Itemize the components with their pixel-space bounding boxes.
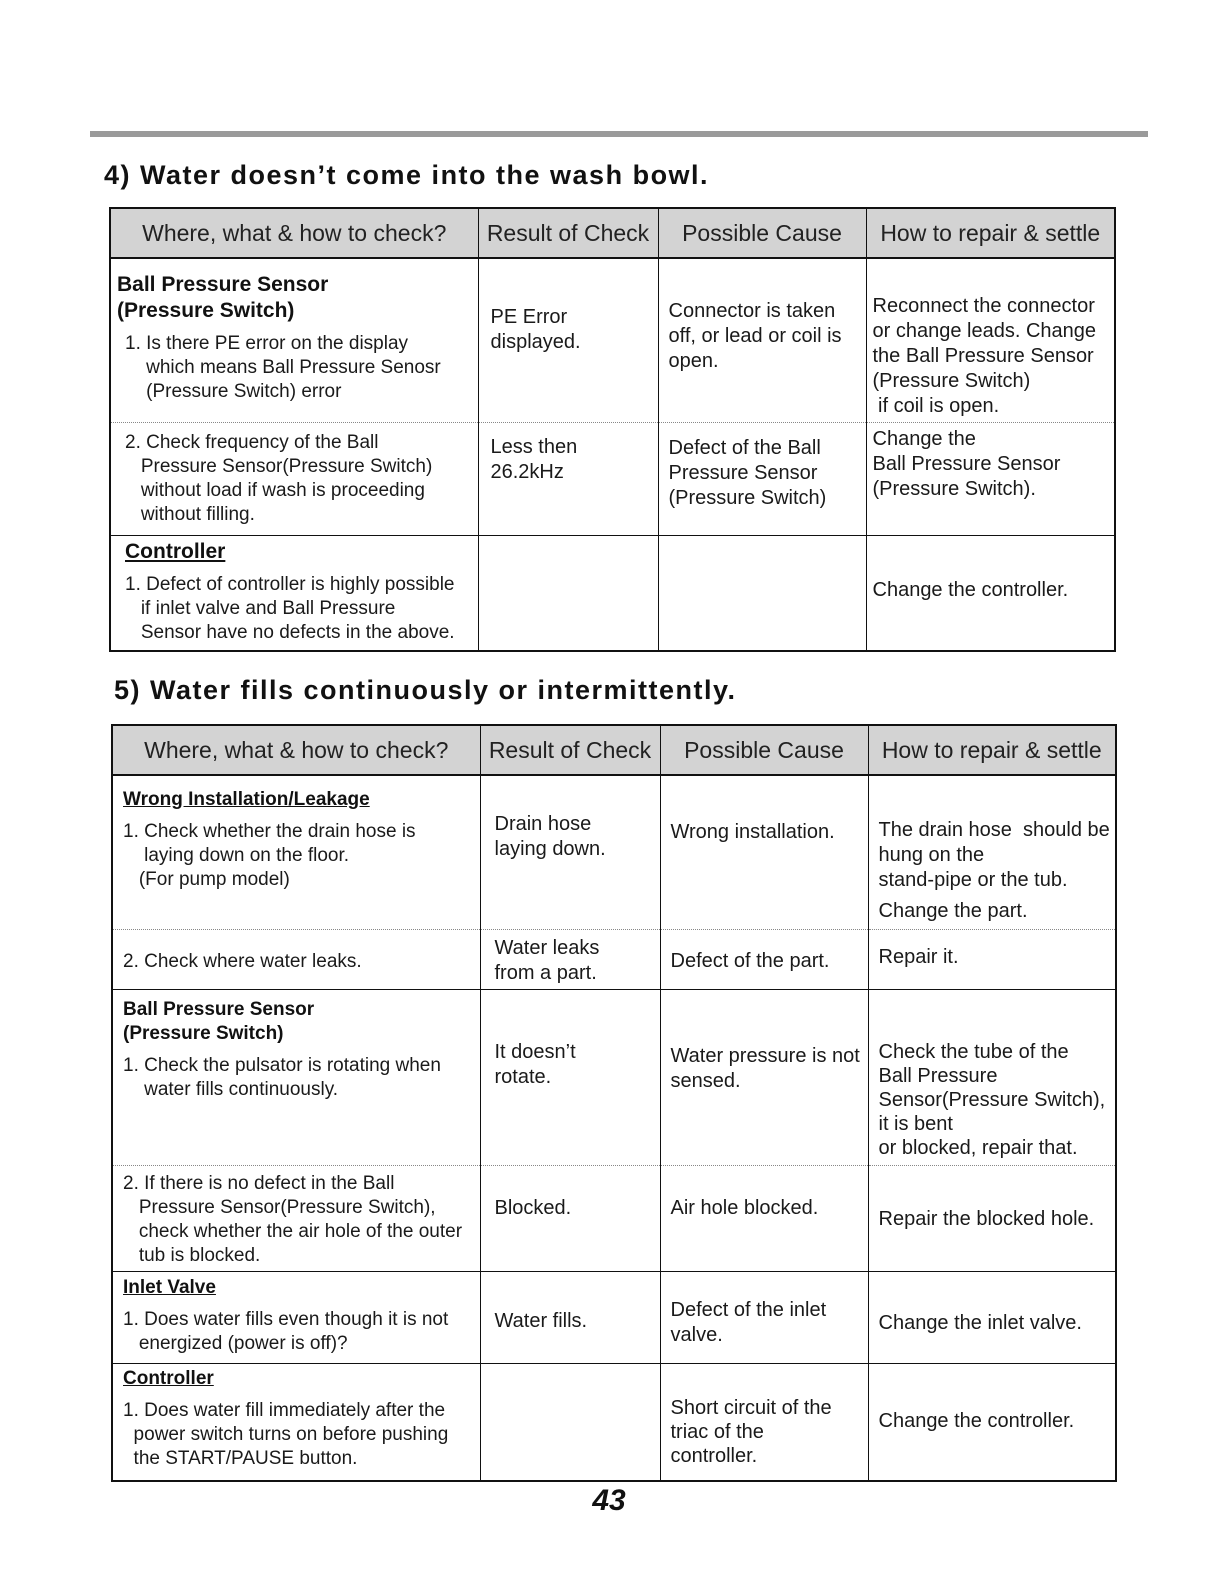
cause-cell [658,535,866,651]
cause-text: Defect of the inlet valve. [670,1298,827,1346]
check-cell [112,1363,480,1481]
check-cell [112,929,480,989]
cause-text: Defect of the part. [670,949,830,972]
repair-cell [868,1363,1116,1481]
row-heading: Inlet Valve [123,1276,216,1298]
result-cell [480,1363,660,1481]
cause-cell [658,422,866,535]
table-row [110,422,1115,535]
page-number: 43 [592,1484,626,1517]
repair-cell [866,258,1115,422]
table-row [112,989,1116,1165]
row-heading: Ball Pressure Sensor (Pressure Switch) [117,273,329,322]
check-step: 1. Does water fills even though it is not energized (power is off)? [123,1308,449,1354]
result-cell [478,422,658,535]
result-text: Water leaks from a part. [494,936,600,984]
check-cell [110,535,478,651]
check-step: 1. Check whether the drain hose is laying down on the floor. (For pump model) [123,821,416,890]
check-step: 2. If there is no defect in the Ball Pressure Sensor(Pressure Switch), check whether the air hole of the outer tub is blocked. [123,1172,463,1266]
cause-cell [658,258,866,422]
header-check: Where, what & how to check? [110,208,478,258]
cause-text: Connector is taken off, or lead or coil is open. [668,300,842,372]
row-heading: Ball Pressure Sensor (Pressure Switch) [123,998,315,1044]
header-cause: Possible Cause [660,725,868,775]
row-heading: Wrong Installation/Leakage [123,789,370,810]
repair-text-secondary: Change the part. [878,900,1028,922]
cause-cell [660,1165,868,1271]
cause-cell [660,1363,868,1481]
result-text: Water fills. [494,1309,588,1332]
row-heading: Controller [125,539,226,563]
cause-text: Wrong installation. [670,821,835,843]
check-cell [112,775,480,929]
table-row [112,1165,1116,1271]
check-step: 1. Defect of controller is highly possible if inlet valve and Ball Pressure Sensor have no defects in the above. [125,573,455,643]
header-cause: Possible Cause [658,208,866,258]
repair-text: Change the controller. [878,1409,1075,1432]
check-step: 2. Check frequency of the Ball Pressure Sensor(Pressure Switch) without load if wash is proceeding without filling. [125,431,433,525]
table-row [110,258,1115,422]
table-header-row [112,725,1116,775]
result-cell [480,775,660,929]
check-step: 1. Is there PE error on the display which means Ball Pressure Senosr (Pressure Switch) error [125,333,441,402]
repair-text: Repair it. [878,945,959,968]
cause-cell [660,989,868,1165]
repair-text: Repair the blocked hole. [878,1207,1095,1230]
check-cell [112,1165,480,1271]
repair-cell [868,1165,1116,1271]
repair-cell [868,775,1116,929]
repair-text: Reconnect the connector or change leads. Change the Ball Pressure Sensor (Pressure Switch) if coil is open. [872,295,1096,417]
table-header-row [110,208,1115,258]
result-text: It doesn’t rotate. [494,1040,576,1088]
header-repair: How to repair & settle [868,725,1116,775]
repair-text: The drain hose should be hung on the stand-pipe or the tub. [878,819,1110,891]
table-row [112,1363,1116,1481]
repair-text: Check the tube of the Ball Pressure Sensor(Pressure Switch), it is bent or blocked, repair that. [878,1040,1106,1159]
check-step: 1. Does water fill immediately after the power switch turns on before pushing the START/PAUSE button. [123,1399,449,1469]
result-text: Less then 26.2kHz [490,435,578,483]
section4-title: 4) Water doesn’t come into the wash bowl. [104,160,710,190]
repair-cell [868,989,1116,1165]
result-text: PE Error displayed. [490,306,581,353]
section5-table [111,724,1117,1482]
cause-cell [660,1271,868,1363]
repair-text: Change the inlet valve. [878,1311,1082,1334]
header-check: Where, what & how to check? [112,725,480,775]
result-cell [478,258,658,422]
cause-text: Air hole blocked. [670,1196,819,1219]
header-result: Result of Check [480,725,660,775]
cause-cell [660,929,868,989]
cause-cell [660,775,868,929]
table-row [112,775,1116,929]
table-row [112,1271,1116,1363]
repair-text: Change the controller. [872,578,1069,601]
result-cell [480,1271,660,1363]
cause-text: Short circuit of the triac of the controller. [670,1396,832,1467]
cause-text: Water pressure is not sensed. [670,1044,860,1092]
check-step: 1. Check the pulsator is rotating when water fills continuously. [123,1054,441,1100]
table-row [112,929,1116,989]
row-heading: Controller [123,1367,214,1389]
check-cell [112,1271,480,1363]
result-text: Drain hose laying down. [494,813,606,860]
check-cell [112,989,480,1165]
header-repair: How to repair & settle [866,208,1115,258]
section4-table [109,207,1116,652]
check-cell [110,258,478,422]
result-cell [478,535,658,651]
section5-title: 5) Water fills continuously or intermittently. [114,675,737,705]
repair-cell [868,929,1116,989]
repair-cell [866,422,1115,535]
result-cell [480,989,660,1165]
result-cell [480,1165,660,1271]
check-cell [110,422,478,535]
table-row [110,535,1115,651]
result-text: Blocked. [494,1196,572,1219]
top-rule [90,131,1148,137]
cause-text: Defect of the Ball Pressure Sensor (Pressure Switch) [668,436,827,509]
result-cell [480,929,660,989]
repair-cell [868,1271,1116,1363]
repair-text: Change the Ball Pressure Sensor (Pressure Switch). [872,427,1061,500]
header-result: Result of Check [478,208,658,258]
check-step: 2. Check where water leaks. [123,950,362,972]
repair-cell [866,535,1115,651]
